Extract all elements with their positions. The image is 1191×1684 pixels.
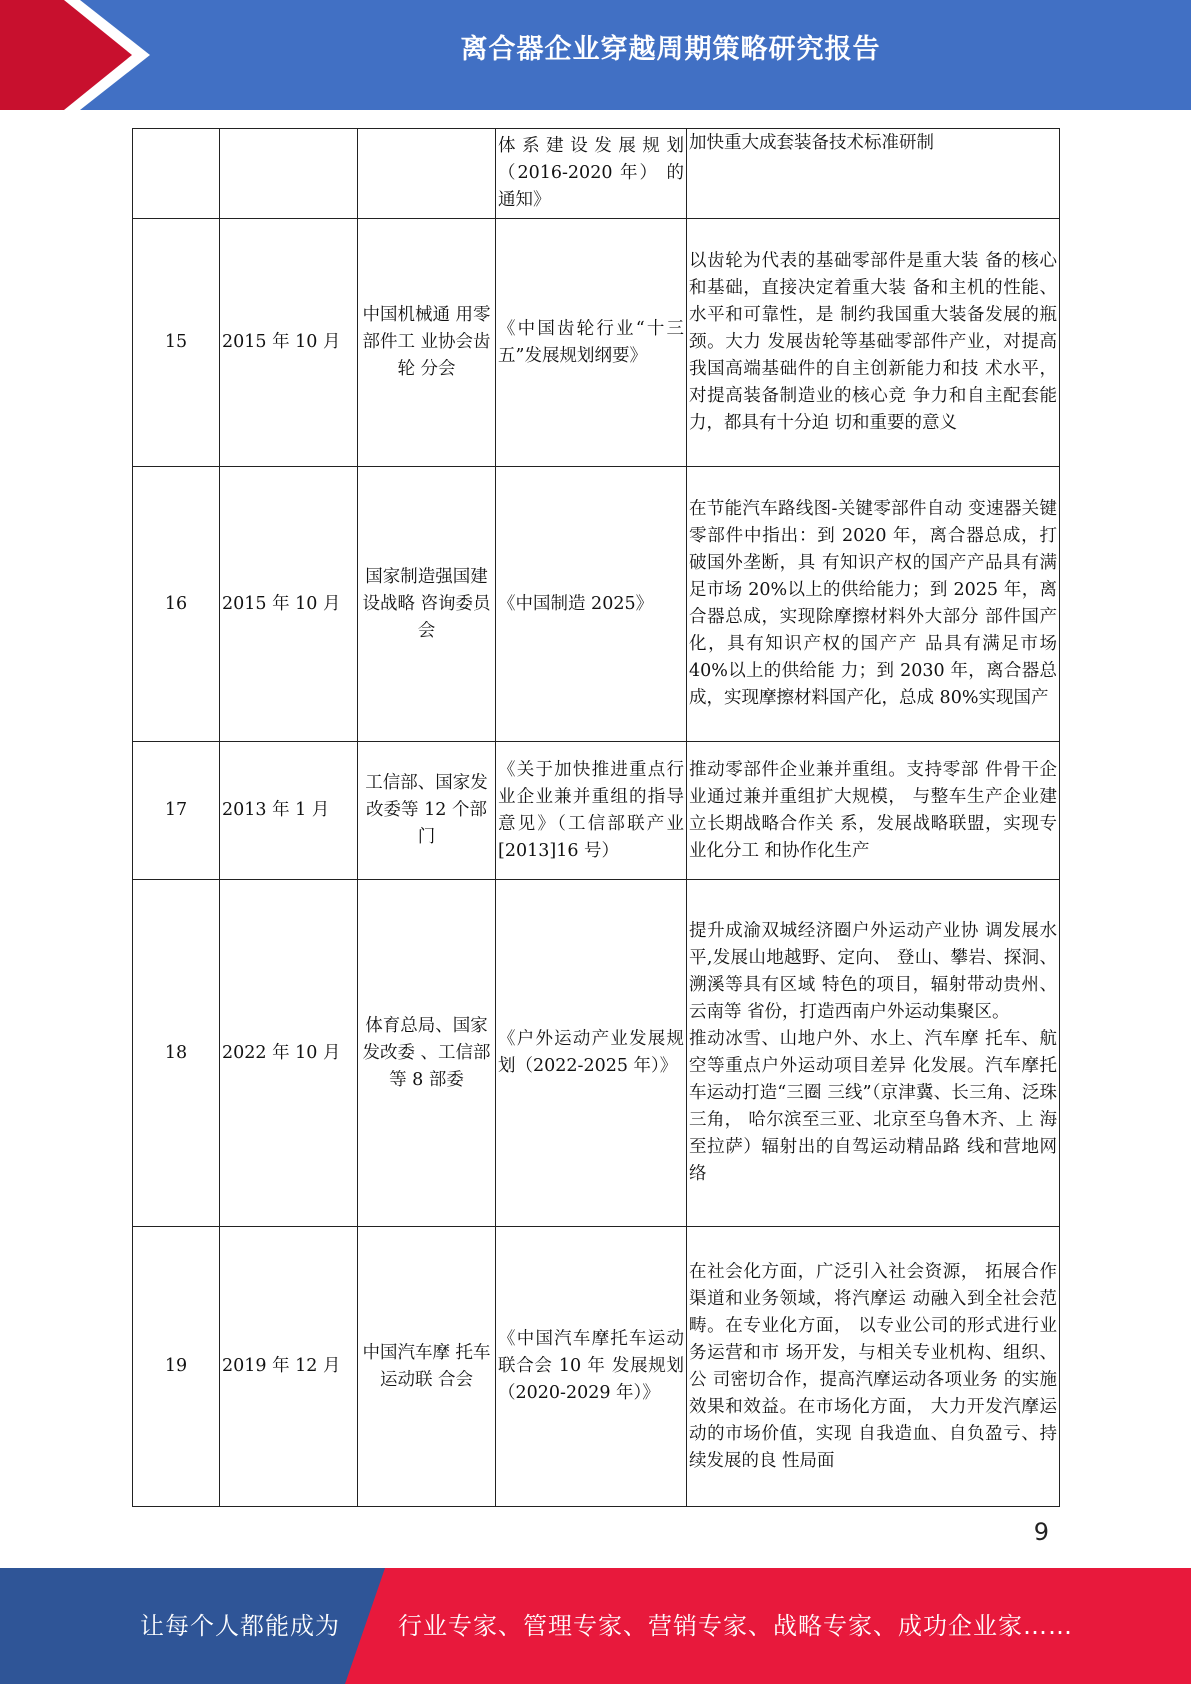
table-row <box>133 1227 1060 1507</box>
table-row <box>133 742 1060 880</box>
row-number <box>133 129 220 219</box>
row-number: 18 <box>133 880 220 1227</box>
policy-content: 在社会化方面，广泛引入社会资源， 拓展合作渠道和业务领域，将汽摩运 动融入到全社会范畴。在专业化方面， 以专业公司的形式进行业务运营和市 场开发，与相关专业机构、组织、公 司密切合作，提高汽摩运动各项业务 的实施效果和效益。在市场化方面， 大力开发汽摩运动的市场价值，实现 自我造血、自负盈亏、持续发展的良 性局面 <box>687 1227 1060 1507</box>
chevron-arrow-icon <box>0 0 160 110</box>
table-row <box>133 467 1060 742</box>
row-number: 17 <box>133 742 220 880</box>
issuing-organization: 国家制造强国建设战略 咨询委员会 <box>358 467 496 742</box>
page-footer <box>0 1568 1191 1684</box>
issue-date: 2019 年 12 月 <box>220 1227 358 1507</box>
row-number: 19 <box>133 1227 220 1507</box>
issuing-organization: 体育总局、国家发改委 、工信部等 8 部委 <box>358 880 496 1227</box>
table-row <box>133 129 1060 219</box>
footer-slogan-left: 让每个人都能成为 <box>140 1612 340 1640</box>
issuing-organization: 中国汽车摩 托车运动联 合会 <box>358 1227 496 1507</box>
table-row <box>133 219 1060 467</box>
row-number: 16 <box>133 467 220 742</box>
page-number: 9 <box>1033 1518 1049 1546</box>
policy-content: 在节能汽车路线图-关键零部件自动 变速器关键零部件中指出：到 2020 年，离合器总成，打破国外垄断，具 有知识产权的国产产品具有满足市场 20%以上的供给能力；到 2025 年，离 合器总成，实现除摩擦材料外大部分 部件国产化，具有知识产权的国产产 品具有满足市场 40%以上的供给能 力；到 2030 年，离合器总成，实现摩擦材料国产化，总成 80%实现国产 <box>687 467 1060 742</box>
issuing-organization: 工信部、国家发改委等 12 个部门 <box>358 742 496 880</box>
policy-content: 提升成渝双城经济圈户外运动产业协 调发展水平,发展山地越野、定向、 登山、攀岩、探洞、溯溪等具有区域 特色的项目，辐射带动贵州、云南等 省份，打造西南户外运动集聚区。 推动冰雪、山地户外、水上、汽车摩 托车、航空等重点户外运动项目差异 化发展。汽车摩托车运动打造“三圈 三线”（京津冀、长三角、泛珠三角， 哈尔滨至三亚、北京至乌鲁木齐、上 海至拉萨）辐射出的自驾运动精品路 线和营地网络 <box>687 880 1060 1227</box>
policy-document: 《关于加快推进重点行业企业兼并重组的指导意见》（工信部联产业 [2013]16 号） <box>496 742 687 880</box>
policy-document: 《户外运动产业发展规划（2022-2025 年）》 <box>496 880 687 1227</box>
issue-date: 2015 年 10 月 <box>220 467 358 742</box>
issue-date: 2013 年 1 月 <box>220 742 358 880</box>
policy-document: 《中国齿轮行业“十三五”发展规划纲要》 <box>496 219 687 467</box>
policy-content: 加快重大成套装备技术标准研制 <box>687 129 1060 219</box>
policy-document: 《中国汽车摩托车运动联合会 10 年 发展规划（2020-2029 年）》 <box>496 1227 687 1507</box>
row-number: 15 <box>133 219 220 467</box>
policy-document: 《中国制造 2025》 <box>496 467 687 742</box>
issue-date: 2015 年 10 月 <box>220 219 358 467</box>
issue-date: 2022 年 10 月 <box>220 880 358 1227</box>
page-header <box>0 0 1191 110</box>
issuing-organization: 中国机械通 用零部件工 业协会齿轮 分会 <box>358 219 496 467</box>
policy-table <box>132 128 1060 1507</box>
table-row <box>133 880 1060 1227</box>
policy-document: 体系建设发展规划（2016-2020 年） 的通知》 <box>496 129 687 219</box>
issuing-organization <box>358 129 496 219</box>
policy-content: 以齿轮为代表的基础零部件是重大装 备的核心和基础，直接决定着重大装 备和主机的性能、水平和可靠性，是 制约我国重大装备发展的瓶颈。大力 发展齿轮等基础零部件产业，对提高 我国高端基础件的自主创新能力和技 术水平，对提高装备制造业的核心竞 争力和自主配套能力，都具有十分迫 切和重要的意义 <box>687 219 1060 467</box>
header-title: 离合器企业穿越周期策略研究报告 <box>460 34 881 65</box>
footer-slogan-right: 行业专家、管理专家、营销专家、战略专家、成功企业家…… <box>398 1612 1073 1640</box>
policy-content: 推动零部件企业兼并重组。支持零部 件骨干企业通过兼并重组扩大规模， 与整车生产企业建立长期战略合作关 系，发展战略联盟，实现专业化分工 和协作化生产 <box>687 742 1060 880</box>
issue-date <box>220 129 358 219</box>
